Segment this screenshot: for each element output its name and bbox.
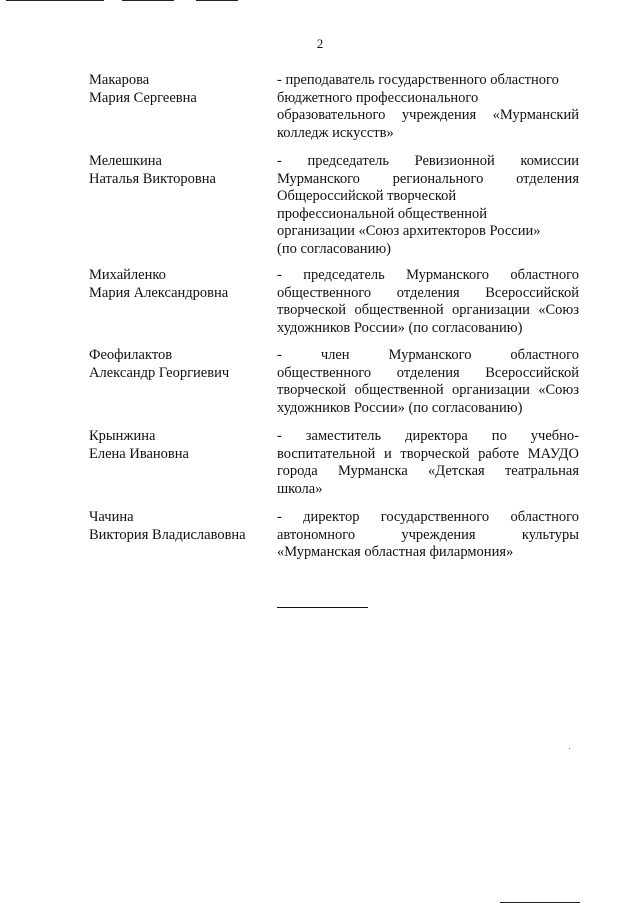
member-position (277, 72, 579, 142)
member-surname: Феофилактов (89, 347, 173, 363)
position-line: творческой общественной организации «Союз (277, 302, 579, 318)
position-line: художников России» (по согласованию) (277, 319, 523, 336)
member-position (277, 347, 579, 417)
position-line: - член Мурманского областного (277, 347, 579, 363)
member-position (277, 428, 579, 498)
position-line: школа» (277, 480, 323, 497)
page-number: 2 (316, 36, 324, 51)
member-name (89, 347, 269, 382)
member-name (89, 428, 269, 463)
position-line: организации «Союз архитекторов России» (277, 223, 541, 239)
position-line: (по согласованию) (277, 240, 391, 257)
scan-mark-bottom-right (500, 902, 580, 903)
member-name (89, 72, 269, 107)
position-line: - заместитель директора по учебно- (277, 428, 579, 444)
position-line: - председатель Мурманского областного (277, 267, 579, 283)
member-given-names: Мария Сергеевна (89, 89, 197, 106)
position-line: общественного отделения Всероссийской (277, 284, 579, 301)
member-surname: Михайленко (89, 267, 166, 283)
end-of-list-rule (277, 607, 368, 608)
member-given-names: Александр Георгиевич (89, 364, 230, 381)
member-position (277, 509, 579, 562)
position-line: воспитательной и творческой работе МАУДО (277, 445, 579, 462)
scan-mark-top-right (196, 0, 238, 1)
position-line: профессиональной общественной (277, 205, 487, 222)
scan-mark-top-middle (122, 0, 174, 1)
position-line: «Мурманская областная филармония» (277, 544, 514, 560)
scan-mark-top-left (6, 0, 104, 1)
member-given-names: Виктория Владиславовна (89, 526, 246, 543)
position-line: города Мурманска «Детская театральная (277, 463, 579, 479)
member-given-names: Наталья Викторовна (89, 170, 216, 187)
member-name (89, 153, 269, 188)
member-surname: Мелешкина (89, 153, 162, 169)
position-line: автономного учреждения культуры (277, 526, 579, 543)
member-name (89, 267, 269, 302)
position-line: творческой общественной организации «Союз (277, 382, 579, 398)
member-surname: Крынжина (89, 428, 156, 444)
member-surname: Макарова (89, 72, 150, 88)
position-line: - директор государственного областного (277, 509, 579, 525)
position-line: Общероссийской творческой (277, 188, 457, 204)
position-line: бюджетного профессионального (277, 89, 479, 106)
position-line: художников России» (по согласованию) (277, 399, 523, 416)
scan-speck (569, 748, 570, 749)
member-position (277, 153, 579, 258)
position-line: общественного отделения Всероссийской (277, 364, 579, 381)
position-line: - преподаватель государственного областного (277, 72, 559, 88)
position-line: Мурманского регионального отделения (277, 170, 579, 187)
member-position (277, 267, 579, 337)
position-line: - председатель Ревизионной комиссии (277, 153, 579, 169)
position-line: образовательного учреждения «Мурманский (277, 107, 579, 123)
position-line: колледж искусств» (277, 124, 394, 141)
member-surname: Чачина (89, 509, 134, 525)
member-given-names: Мария Александровна (89, 284, 229, 301)
member-given-names: Елена Ивановна (89, 445, 189, 462)
member-name (89, 509, 269, 544)
